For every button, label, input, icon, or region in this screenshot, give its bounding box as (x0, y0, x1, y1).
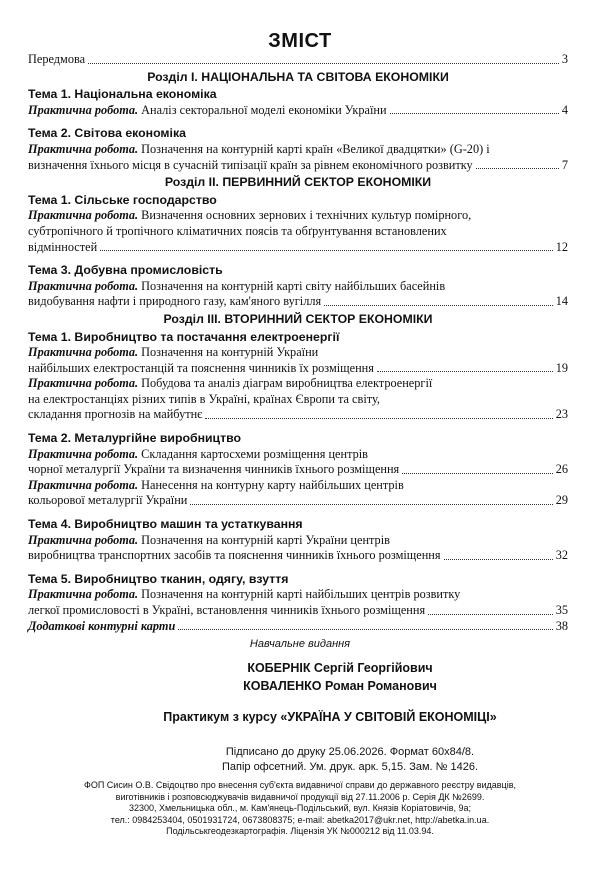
theme-heading: Тема 3. Добувна промисловість (28, 263, 223, 278)
work-text: Позначення на контурній карті країн «Великої двадцятки» (G-20) і (141, 141, 490, 156)
leader-dots (190, 504, 552, 505)
page-title: ЗМІСТ (268, 30, 332, 52)
print-details-line: Папір офсетний. Ум. друк. арк. 5,15. Зам. № 1426. (221, 761, 479, 773)
theme-heading: Тема 2. Світова економіка (28, 126, 186, 141)
publisher-line: 32300, Хмельницька обл., м. Кам'янець-Подільський, вул. Князів Коріатовичів, 9а; (128, 803, 472, 813)
work-text: виробництва транспортних засобів та пояснення чинників їхнього розміщення (28, 548, 441, 563)
leader-dots (402, 473, 552, 474)
work-text: визначення їхнього місця в сучасній типізації країн за рівнем економічного розвитку (28, 157, 473, 172)
edition-type: Навчальне видання (249, 638, 351, 650)
theme-heading: Тема 1. Сільське господарство (28, 192, 217, 207)
work-text: видобування нафти і природного газу, кам'яного вугілля (28, 294, 322, 309)
leader-dots (476, 168, 559, 169)
work-text: Визначення основних зернових і технічних культур помірного, (141, 208, 472, 223)
leader-dots (444, 559, 553, 560)
page-number: 26 (555, 462, 568, 477)
work-label: Практична робота. (28, 587, 139, 602)
section-heading-2: Розділ ІІ. ПЕРВИННИЙ СЕКТОР ЕКОНОМІКИ (164, 175, 432, 190)
work-label: Практична робота. (28, 278, 139, 293)
work-label: Практична робота. (28, 376, 139, 391)
section-heading-1: Розділ І. НАЦІОНАЛЬНА ТА СВІТОВА ЕКОНОМІКИ (147, 69, 449, 84)
page-number: 29 (555, 493, 568, 508)
toc-entry-work[interactable] (28, 279, 568, 310)
publisher-info (20, 780, 580, 838)
book-title: Практикум з курсу «УКРАЇНА У СВІТОВІЙ ЕКОНОМІЦІ» (163, 710, 497, 724)
work-text: субтропічного й тропічного кліматичних поясів та обґрунтування встановлених (28, 223, 447, 238)
author-name: КОБЕРНІК Сергій Георгійович (247, 661, 433, 675)
work-text: легкої промисловості в Україні, встановлення чинників їхнього розміщення (28, 603, 426, 617)
work-text: на електростанціях різних типів в Україні, країнах Європи та світу, (28, 391, 380, 406)
leader-dots (324, 305, 553, 306)
work-label: Практична робота. (28, 446, 139, 461)
leader-dots (428, 614, 553, 615)
page-number: 3 (561, 52, 568, 66)
work-text: чорної металургії України та визначення чинників їхнього розміщення (28, 462, 400, 477)
leader-dots (205, 418, 552, 419)
work-text: Складання картосхеми розміщення центрів (141, 446, 368, 461)
leader-dots (377, 371, 553, 372)
work-label: Практична робота. (28, 477, 139, 492)
page-number: 38 (555, 618, 568, 633)
page-number: 19 (555, 360, 568, 375)
section-heading-3: Розділ ІІІ. ВТОРИННИЙ СЕКТОР ЕКОНОМІКИ (163, 311, 433, 326)
work-label: Практична робота. (28, 532, 139, 547)
work-text: Побудова та аналіз діаграм виробництва електроенергії (141, 376, 433, 391)
work-text: відмінностей (28, 239, 98, 254)
entry-text: Додаткові контурні карти (28, 618, 176, 633)
publisher-line: ФОП Сисин О.В. Свідоцтво про внесення суб'єкта видавничої справи до державного реєстру видавців, (84, 780, 516, 790)
work-text: Нанесення на контурну карту найбільших центрів (141, 477, 404, 492)
toc-entry-work[interactable] (28, 447, 568, 478)
toc-entry-work[interactable] (28, 533, 568, 564)
work-label: Практична робота. (28, 141, 139, 156)
publisher-line: тел.: 0984253404, 0501931724, 0673808375; e-mail: abetka2017@ukr.net, http://abetka.in.ua. (110, 814, 490, 825)
toc-entry-work[interactable] (28, 142, 568, 173)
theme-heading: Тема 4. Виробництво машин та устаткування (28, 517, 303, 532)
work-label: Практична робота. (28, 208, 139, 223)
entry-text: Передмова (28, 52, 86, 66)
page-number: 32 (555, 548, 568, 563)
toc-entry-work[interactable] (28, 345, 568, 376)
print-details-line: Підписано до друку 25.06.2026. Формат 60х84/8. (225, 746, 475, 758)
work-text: Позначення на контурній України (141, 345, 319, 360)
leader-dots (88, 63, 559, 64)
toc-entry-work[interactable] (28, 376, 568, 423)
toc-entry-preface[interactable] (28, 52, 568, 68)
page-number: 7 (561, 157, 568, 172)
work-text: Аналіз секторальної моделі економіки України (141, 102, 387, 117)
leader-dots (390, 113, 559, 114)
toc-entry-work[interactable] (28, 208, 568, 255)
page-number: 12 (555, 239, 568, 254)
toc-entry-extra-maps[interactable] (28, 619, 568, 635)
theme-heading: Тема 1. Виробництво та постачання електроенергії (28, 329, 340, 344)
work-label: Практична робота. (28, 102, 139, 117)
work-text: найбільших електростанцій та пояснення чинників їх розміщення (28, 360, 374, 375)
leader-dots (178, 629, 552, 630)
toc-entry-work[interactable] (28, 478, 568, 509)
work-text: складання прогнозів на майбутнє (28, 407, 203, 422)
theme-heading: Тема 1. Національна економіка (28, 87, 217, 102)
toc-entry-work[interactable] (28, 103, 568, 119)
publisher-line: Подільськгеодезкартографія. Ліцензія УК №000212 від 11.03.94. (166, 826, 434, 836)
page-number: 23 (555, 407, 568, 422)
work-label: Практична робота. (28, 345, 139, 360)
publisher-line: виготівників і розповсюджувачів видавничої продукції від 27.11.2006 р. Серія ДК №2699. (115, 791, 485, 802)
work-text: Позначення на контурній карті світу найбільших басейнів (141, 278, 446, 293)
table-of-contents (28, 52, 568, 634)
author-name: КОВАЛЕНКО Роман Романович (243, 679, 437, 693)
print-details (60, 745, 600, 775)
work-text: кольорової металургії України (28, 493, 188, 508)
theme-heading: Тема 2. Металургійне виробництво (28, 431, 242, 446)
work-text: Позначення на контурній карті України центрів (141, 532, 390, 547)
leader-dots (100, 250, 553, 251)
page-number: 14 (555, 294, 568, 309)
page-number: 35 (555, 603, 568, 617)
theme-heading: Тема 5. Виробництво тканин, одягу, взуття (28, 571, 289, 586)
page-number: 4 (561, 102, 568, 117)
work-text: Позначення на контурній карті найбільших центрів розвитку (141, 587, 461, 602)
toc-entry-work[interactable] (28, 587, 568, 618)
